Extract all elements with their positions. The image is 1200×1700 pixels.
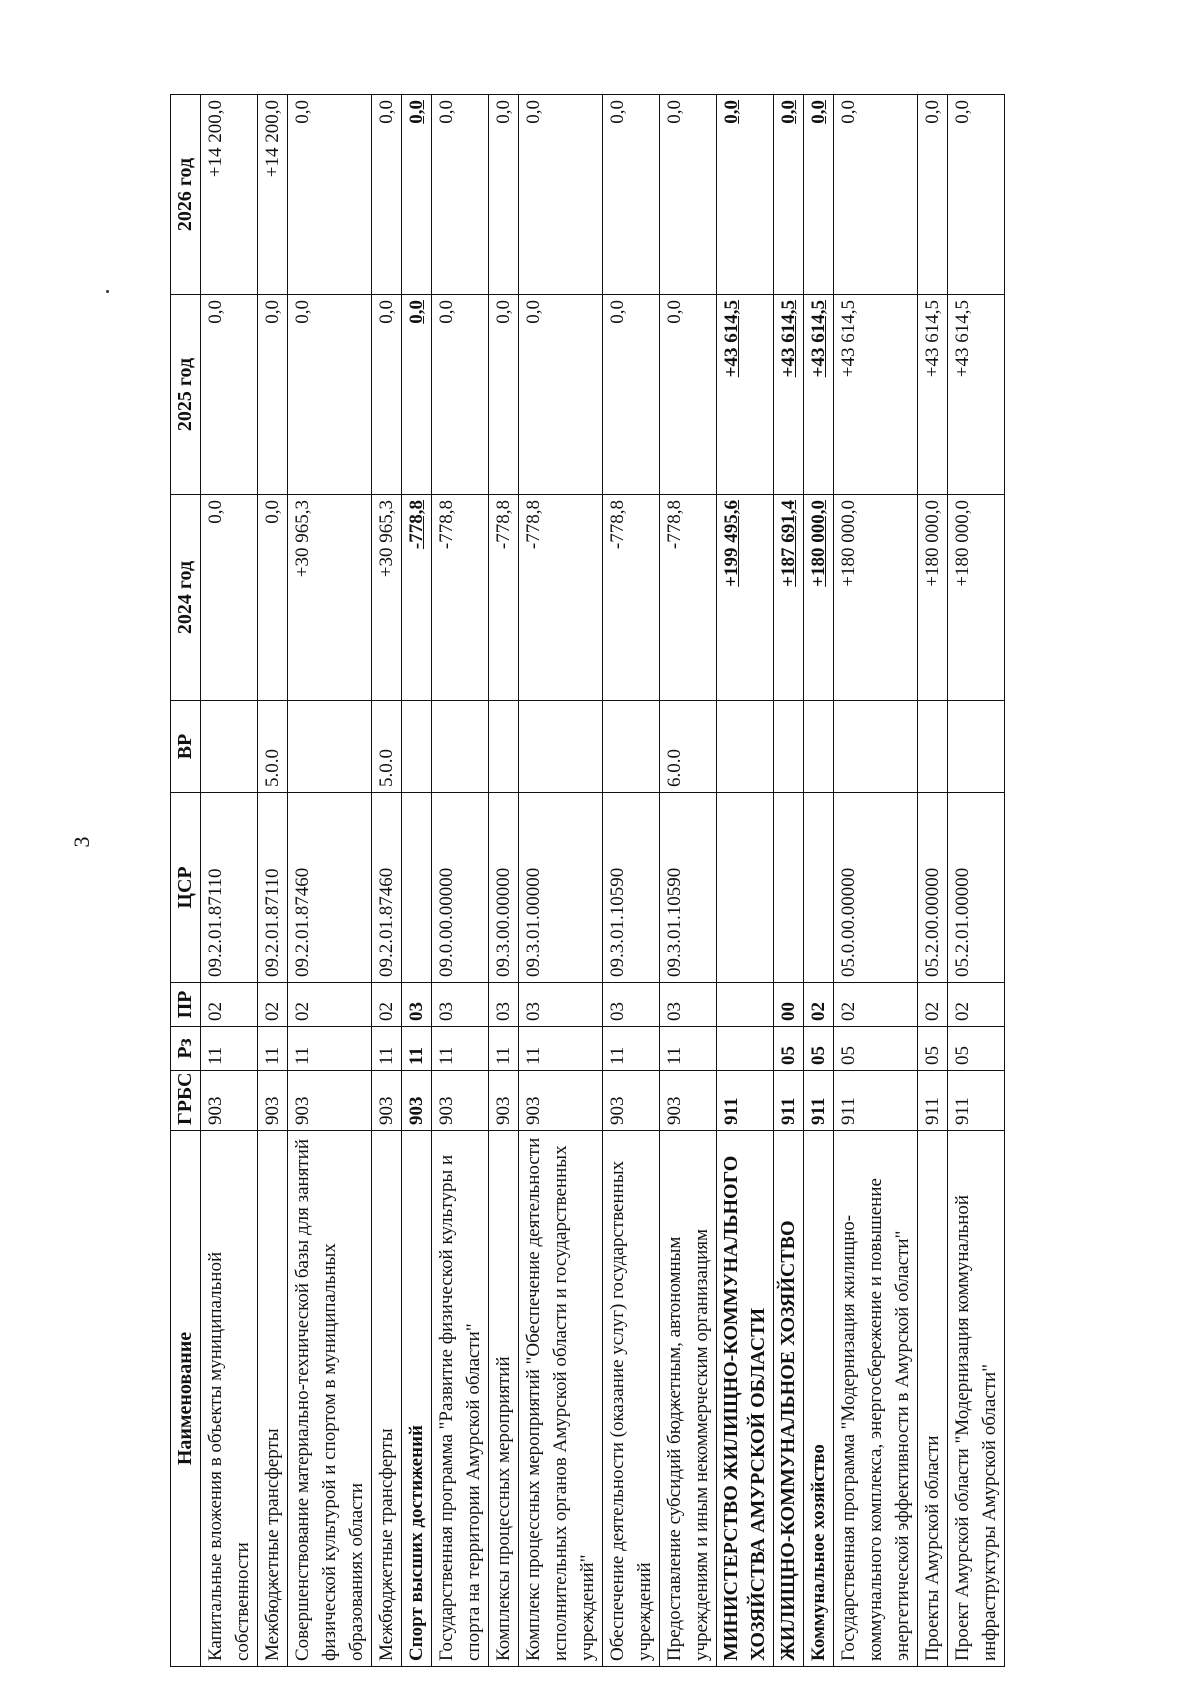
cell-rz: 05 (948, 1027, 1005, 1071)
cell-rz: 05 (804, 1027, 834, 1071)
cell-pr: 03 (489, 983, 519, 1027)
cell-2024: +30 965,3 (288, 495, 372, 701)
cell-2025: 0,0 (603, 295, 660, 495)
cell-vr: 6.0.0 (660, 701, 717, 793)
cell-vr (918, 701, 948, 793)
cell-2025: 0,0 (201, 295, 258, 495)
cell-2024: -778,8 (519, 495, 603, 701)
cell-2025: 0,0 (288, 295, 372, 495)
cell-2025: +43 614,5 (804, 295, 834, 495)
cell-pr: 00 (774, 983, 804, 1027)
cell-pr: 03 (660, 983, 717, 1027)
cell-name: Предоставление субсидий бюджетным, автономным учреждениям и иным некоммерческим организациям (660, 1131, 717, 1667)
header-grbs: ГРБС (171, 1071, 201, 1131)
cell-grbs: 903 (258, 1071, 288, 1131)
cell-csr: 09.3.01.00000 (519, 793, 603, 983)
cell-pr: 02 (948, 983, 1005, 1027)
table-row (372, 95, 402, 1667)
table-row (201, 95, 258, 1667)
cell-rz: 11 (489, 1027, 519, 1071)
table-row (258, 95, 288, 1667)
cell-csr: 09.3.01.10590 (660, 793, 717, 983)
cell-grbs: 903 (660, 1071, 717, 1131)
cell-csr (717, 793, 774, 983)
header-pr: ПР (171, 983, 201, 1027)
cell-2025: +43 614,5 (834, 295, 918, 495)
cell-csr: 09.0.00.00000 (432, 793, 489, 983)
header-name: Наименование (171, 1131, 201, 1667)
cell-grbs: 903 (519, 1071, 603, 1131)
cell-grbs: 903 (489, 1071, 519, 1131)
cell-pr: 02 (834, 983, 918, 1027)
cell-name: Комплексы процессных мероприятий (489, 1131, 519, 1667)
cell-name: Комплекс процессных мероприятий "Обеспечение деятельности исполнительных органов Амурской области и государственных учреждений" (519, 1131, 603, 1667)
cell-2026: 0,0 (804, 95, 834, 295)
cell-2025: 0,0 (489, 295, 519, 495)
table-row (288, 95, 372, 1667)
cell-name: Государственная программа "Развитие физической культуры и спорта на территории Амурской области" (432, 1131, 489, 1667)
cell-pr: 02 (918, 983, 948, 1027)
cell-2024: +180 000,0 (804, 495, 834, 701)
cell-vr (948, 701, 1005, 793)
header-rz: Рз (171, 1027, 201, 1071)
cell-name: Государственная программа "Модернизация жилищно-коммунального комплекса, энергосбережение и повышение энергетической эффективности в Амурской области" (834, 1131, 918, 1667)
cell-csr: 05.2.01.00000 (948, 793, 1005, 983)
table-row (918, 95, 948, 1667)
budget-table (170, 94, 1005, 1667)
table-row (402, 95, 432, 1667)
cell-2026: 0,0 (948, 95, 1005, 295)
cell-2026: 0,0 (717, 95, 774, 295)
cell-grbs: 911 (948, 1071, 1005, 1131)
cell-pr: 02 (372, 983, 402, 1027)
cell-2026: 0,0 (918, 95, 948, 295)
cell-2026: +14 200,0 (258, 95, 288, 295)
cell-grbs: 911 (834, 1071, 918, 1131)
cell-rz: 11 (603, 1027, 660, 1071)
cell-2025: 0,0 (402, 295, 432, 495)
cell-pr: 03 (603, 983, 660, 1027)
cell-vr: 5.0.0 (372, 701, 402, 793)
cell-name: МИНИСТЕРСТВО ЖИЛИЩНО-КОММУНАЛЬНОГО ХОЗЯЙСТВА АМУРСКОЙ ОБЛАСТИ (717, 1131, 774, 1667)
cell-2025: +43 614,5 (717, 295, 774, 495)
cell-2026: 0,0 (603, 95, 660, 295)
cell-vr (804, 701, 834, 793)
table-row (660, 95, 717, 1667)
cell-name: Совершенствование материально-технической базы для занятий физической культурой и спортом в муниципальных образованиях области (288, 1131, 372, 1667)
cell-2026: 0,0 (288, 95, 372, 295)
table-row (489, 95, 519, 1667)
cell-2025: 0,0 (372, 295, 402, 495)
cell-grbs: 903 (372, 1071, 402, 1131)
cell-csr (402, 793, 432, 983)
cell-name: Межбюджетные трансферты (258, 1131, 288, 1667)
cell-vr (288, 701, 372, 793)
cell-csr (774, 793, 804, 983)
cell-2024: +30 965,3 (372, 495, 402, 701)
cell-pr: 02 (201, 983, 258, 1027)
page-number: 3 (69, 836, 94, 848)
cell-2026: 0,0 (834, 95, 918, 295)
cell-name: Проект Амурской области "Модернизация коммунальной инфраструктуры Амурской области" (948, 1131, 1005, 1667)
header-2025: 2025 год (171, 295, 201, 495)
cell-name: Межбюджетные трансферты (372, 1131, 402, 1667)
table-row (948, 95, 1005, 1667)
cell-vr (834, 701, 918, 793)
cell-pr: 03 (402, 983, 432, 1027)
cell-2024: -778,8 (603, 495, 660, 701)
cell-grbs: 911 (804, 1071, 834, 1131)
cell-2025: 0,0 (258, 295, 288, 495)
table-body (201, 95, 1005, 1667)
cell-2025: +43 614,5 (948, 295, 1005, 495)
cell-2024: -778,8 (489, 495, 519, 701)
cell-2026: 0,0 (372, 95, 402, 295)
cell-grbs: 903 (402, 1071, 432, 1131)
cell-2026: 0,0 (519, 95, 603, 295)
cell-csr: 09.2.01.87110 (201, 793, 258, 983)
cell-2025: +43 614,5 (774, 295, 804, 495)
cell-vr (432, 701, 489, 793)
cell-name: Спорт высших достижений (402, 1131, 432, 1667)
cell-vr (717, 701, 774, 793)
cell-vr (489, 701, 519, 793)
table-row (834, 95, 918, 1667)
cell-rz: 11 (372, 1027, 402, 1071)
header-csr: ЦСР (171, 793, 201, 983)
cell-csr: 09.2.01.87460 (372, 793, 402, 983)
cell-rz: 11 (519, 1027, 603, 1071)
cell-2025: +43 614,5 (918, 295, 948, 495)
cell-pr: 02 (288, 983, 372, 1027)
cell-2024: +180 000,0 (948, 495, 1005, 701)
cell-2026: 0,0 (432, 95, 489, 295)
cell-grbs: 911 (918, 1071, 948, 1131)
cell-2025: 0,0 (519, 295, 603, 495)
cell-name: Обеспечение деятельности (оказание услуг) государственных учреждений (603, 1131, 660, 1667)
cell-2024: +180 000,0 (834, 495, 918, 701)
cell-pr: 02 (804, 983, 834, 1027)
cell-vr: 5.0.0 (258, 701, 288, 793)
header-2024: 2024 год (171, 495, 201, 701)
cell-2024: +180 000,0 (918, 495, 948, 701)
cell-rz: 11 (201, 1027, 258, 1071)
cell-pr: 02 (258, 983, 288, 1027)
cell-rz: 11 (660, 1027, 717, 1071)
cell-2024: +187 691,4 (774, 495, 804, 701)
cell-2024: -778,8 (432, 495, 489, 701)
cell-2026: 0,0 (402, 95, 432, 295)
cell-grbs: 903 (288, 1071, 372, 1131)
cell-vr (519, 701, 603, 793)
cell-2024: -778,8 (402, 495, 432, 701)
cell-csr: 09.3.00.00000 (489, 793, 519, 983)
cell-rz: 05 (834, 1027, 918, 1071)
cell-vr (774, 701, 804, 793)
cell-rz: 05 (774, 1027, 804, 1071)
cell-2026: +14 200,0 (201, 95, 258, 295)
cell-name: ЖИЛИЩНО-КОММУНАЛЬНОЕ ХОЗЯЙСТВО (774, 1131, 804, 1667)
table-row (717, 95, 774, 1667)
cell-rz: 11 (402, 1027, 432, 1071)
header-vr: ВР (171, 701, 201, 793)
cell-vr (402, 701, 432, 793)
cell-csr: 09.2.01.87110 (258, 793, 288, 983)
cell-2025: 0,0 (432, 295, 489, 495)
header-2026: 2026 год (171, 95, 201, 295)
cell-pr: 03 (432, 983, 489, 1027)
cell-grbs: 903 (432, 1071, 489, 1131)
cell-csr: 09.2.01.87460 (288, 793, 372, 983)
cell-grbs: 903 (603, 1071, 660, 1131)
scan-speck (106, 290, 109, 293)
cell-rz: 11 (432, 1027, 489, 1071)
cell-csr: 05.0.00.00000 (834, 793, 918, 983)
cell-csr: 09.3.01.10590 (603, 793, 660, 983)
cell-rz: 11 (258, 1027, 288, 1071)
table-row (603, 95, 660, 1667)
cell-name: Проекты Амурской области (918, 1131, 948, 1667)
table-row (432, 95, 489, 1667)
table-row (804, 95, 834, 1667)
cell-2024: +199 495,6 (717, 495, 774, 701)
cell-name: Капитальные вложения в объекты муниципальной собственности (201, 1131, 258, 1667)
cell-rz (717, 1027, 774, 1071)
cell-grbs: 911 (717, 1071, 774, 1131)
cell-2024: 0,0 (258, 495, 288, 701)
cell-vr (201, 701, 258, 793)
cell-2026: 0,0 (774, 95, 804, 295)
cell-grbs: 911 (774, 1071, 804, 1131)
cell-grbs: 903 (201, 1071, 258, 1131)
table-header-row (171, 95, 201, 1667)
cell-pr (717, 983, 774, 1027)
cell-csr (804, 793, 834, 983)
cell-pr: 03 (519, 983, 603, 1027)
cell-2025: 0,0 (660, 295, 717, 495)
cell-rz: 11 (288, 1027, 372, 1071)
cell-2024: -778,8 (660, 495, 717, 701)
table-row (774, 95, 804, 1667)
cell-name: Коммунальное хозяйство (804, 1131, 834, 1667)
cell-2026: 0,0 (489, 95, 519, 295)
cell-2024: 0,0 (201, 495, 258, 701)
table-row (519, 95, 603, 1667)
cell-csr: 05.2.00.00000 (918, 793, 948, 983)
cell-vr (603, 701, 660, 793)
rotated-table-container (170, 95, 1090, 1667)
cell-rz: 05 (918, 1027, 948, 1071)
cell-2026: 0,0 (660, 95, 717, 295)
